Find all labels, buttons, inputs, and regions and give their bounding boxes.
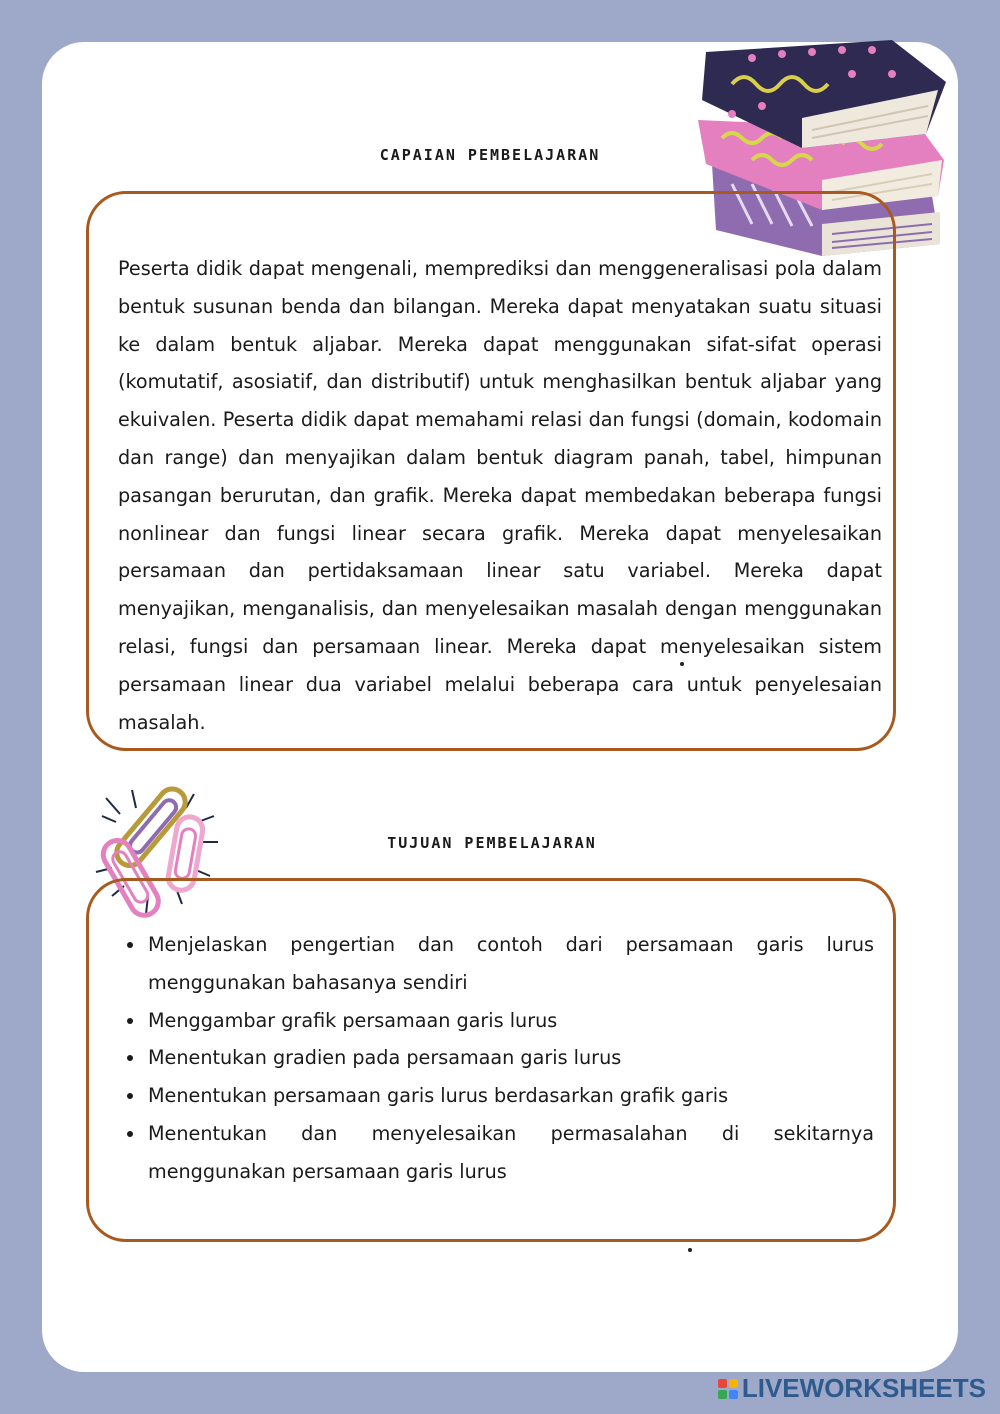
list-item: Menentukan gradien pada persamaan garis lurus (118, 1039, 874, 1077)
stray-dot (688, 1248, 692, 1252)
list-item: Menjelaskan pengertian dan contoh dari persamaan garis lurus menggunakan bahasanya sendiri (118, 926, 874, 1002)
capaian-title: CAPAIAN PEMBELAJARAN (379, 146, 601, 164)
list-item: Menentukan persamaan garis lurus berdasarkan grafik garis (118, 1077, 874, 1115)
capaian-paragraph: Peserta didik dapat mengenali, memprediksi dan menggeneralisasi pola dalam bentuk susunan benda dan bilangan. Mereka dapat menyatakan suatu situasi ke dalam bentuk aljabar. Mereka dapat menggunakan sifat-sifat operasi (komutatif, asosiatif, dan distributif) untuk menghasilkan bentuk aljabar yang ekuivalen. Peserta didik dapat memahami relasi dan fungsi (domain, kodomain dan range) dan menyajikan dalam bentuk diagram panah, tabel, himpunan pasangan berurutan, dan grafik. Mereka dapat membedakan beberapa fungsi nonlinear dan fungsi linear secara grafik. Mereka dapat menyelesaikan persamaan dan pertidaksamaan linear satu variabel. Mereka dapat menyajikan, menganalisis, dan menyelesaikan masalah dengan menggunakan relasi, fungsi dan persamaan linear. Mereka dapat menyelesaikan sistem persamaan linear dua variabel melalui beberapa cara untuk penyelesaian masalah. (118, 257, 882, 734)
list-item: Menggambar grafik persamaan garis lurus (118, 1002, 874, 1040)
tujuan-title: TUJUAN PEMBELAJARAN (387, 834, 597, 852)
tujuan-list (118, 926, 874, 1191)
liveworksheets-logo[interactable] (718, 1373, 986, 1404)
logo-grid-icon (718, 1379, 738, 1399)
logo-text: LIVEWORKSHEETS (741, 1373, 986, 1403)
stray-dot (680, 662, 684, 666)
list-item: Menentukan dan menyelesaikan permasalahan di sekitarnya menggunakan persamaan garis lurus (118, 1115, 874, 1191)
